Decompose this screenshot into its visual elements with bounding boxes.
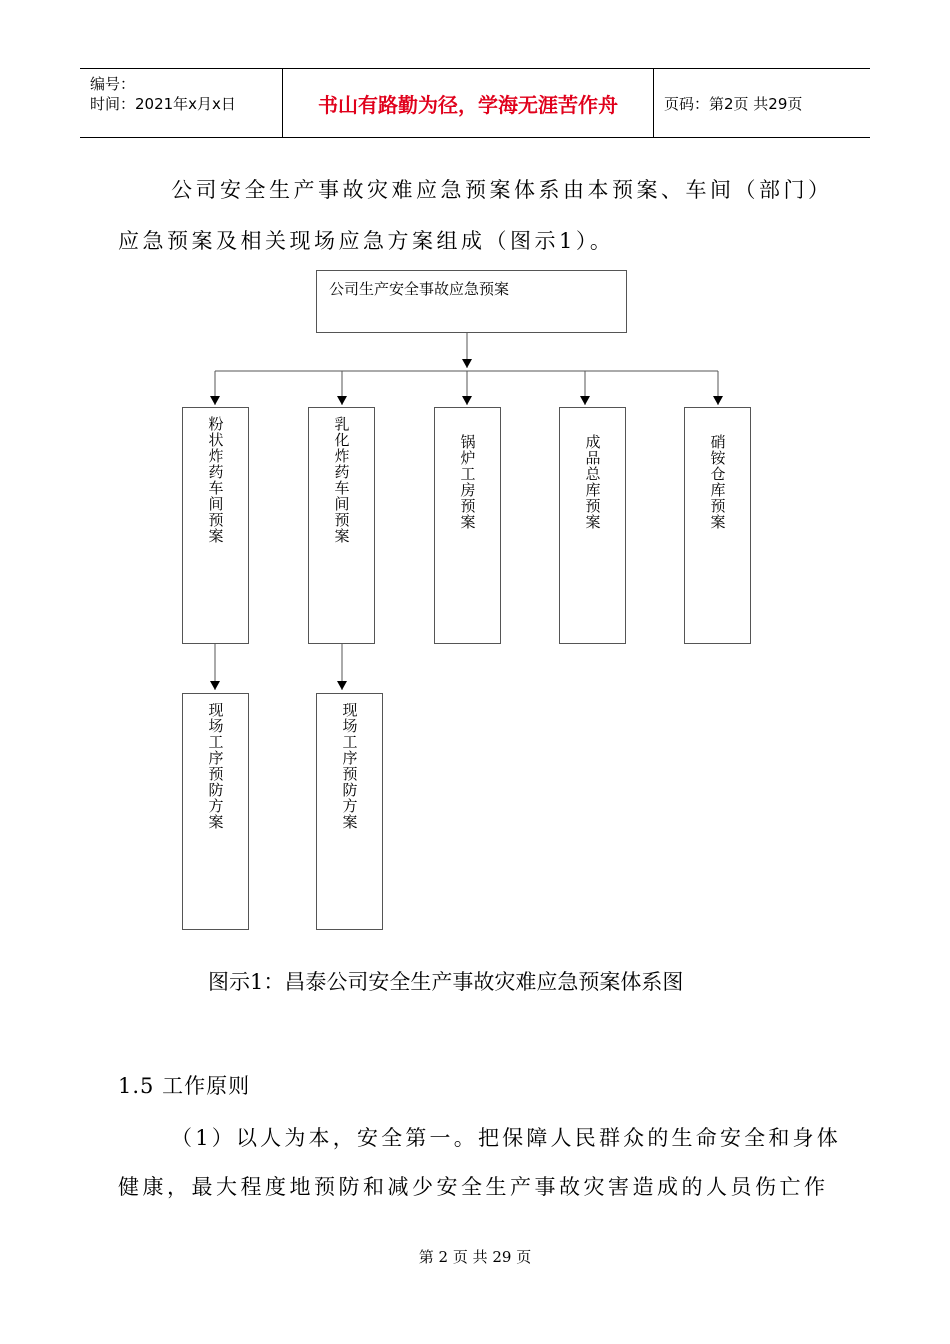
header-page-info: 页码：第2页 共29页 <box>664 94 803 113</box>
page-footer: 第 2 页 共 29 页 <box>418 1248 532 1266</box>
document-number: 编号： <box>90 75 136 93</box>
figure-caption: 图示1：昌泰公司安全生产事故灾难应急预案体系图 <box>208 970 684 994</box>
intro-line-2: 应急预案及相关现场应急方案组成（图示1）。 <box>118 229 615 253</box>
section-heading: 1.5 工作原则 <box>118 1074 251 1098</box>
diagram-root-box <box>316 270 627 333</box>
intro-line-1: 公司安全生产事故灾难应急预案体系由本预案、车间（部门） <box>171 178 833 202</box>
diagram-subchild-box <box>182 693 249 930</box>
diagram-subchild-box <box>316 693 383 930</box>
diagram-child-box <box>684 407 751 644</box>
diagram-subchild-label: 现场工序预防方案 <box>340 702 359 830</box>
diagram-root-label: 公司生产安全事故应急预案 <box>329 280 510 298</box>
diagram-child-label: 硝铵仓库预案 <box>708 434 727 530</box>
diagram-child-box <box>559 407 626 644</box>
diagram-child-box <box>434 407 501 644</box>
section-para-line-2: 健康，最大程度地预防和减少安全生产事故灾害造成的人员伤亡作 <box>118 1175 829 1199</box>
diagram-child-label: 粉状炸药车间预案 <box>206 416 225 544</box>
diagram-child-label: 锅炉工房预案 <box>458 434 477 530</box>
diagram-child-label: 成品总库预案 <box>583 434 602 530</box>
diagram-child-label: 乳化炸药车间预案 <box>332 416 351 544</box>
diagram-child-box <box>182 407 249 644</box>
header-motto: 书山有路勤为径，学海无涯苦作舟 <box>282 69 654 137</box>
diagram-child-box <box>308 407 375 644</box>
document-date: 时间：2021年x月x日 <box>90 95 236 113</box>
section-para-line-1: （1）以人为本，安全第一。把保障人民群众的生命安全和身体 <box>171 1126 841 1150</box>
diagram-subchild-label: 现场工序预防方案 <box>206 702 225 830</box>
